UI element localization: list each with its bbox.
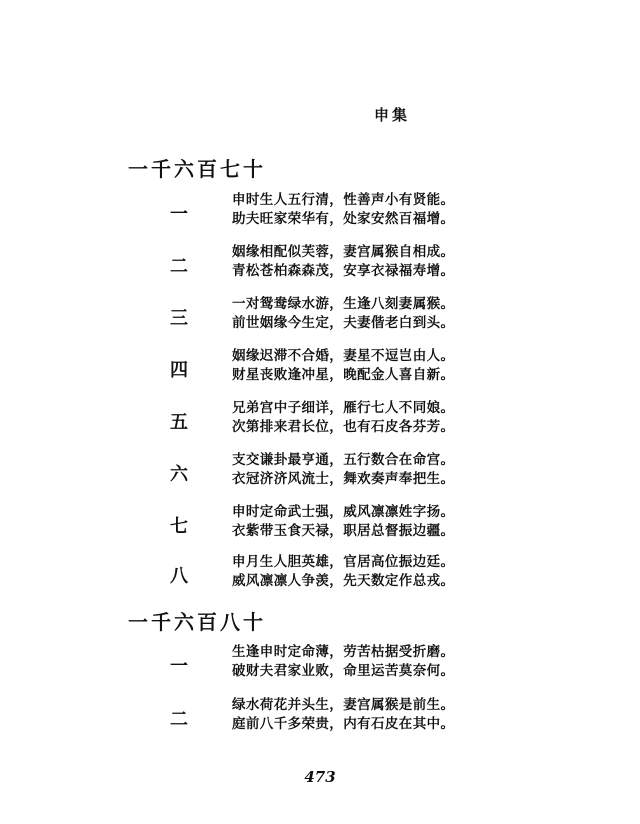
verse-number: 一	[170, 656, 188, 677]
verse-entry	[150, 295, 480, 339]
verse-line: 绿水荷花并头生，妻宫属猴是前生。	[232, 697, 455, 713]
verse-entry	[150, 451, 480, 495]
verse-line: 申时定命武士强，威风凛凛姓字扬。	[232, 504, 455, 520]
verse-line: 破财夫君家业败，命里运苦莫奈何。	[232, 663, 455, 679]
verse-lines	[232, 643, 454, 681]
verse-number: 五	[170, 412, 188, 433]
verse-number: 七	[170, 516, 188, 537]
verse-line: 姻缘相配似芙蓉，妻宫属猴自相成。	[232, 244, 455, 260]
verse-line: 助夫旺家荣华有，处家安然百福增。	[232, 211, 455, 227]
verse-line: 支交谦卦最亨通，五行数合在命宫。	[232, 452, 455, 468]
verse-entry	[150, 553, 480, 597]
verse-number: 四	[170, 360, 188, 381]
verse-line: 一对鸳鸯绿水游，生逢八刻妻属猴。	[232, 296, 455, 312]
verse-number: 二	[170, 709, 188, 730]
verse-number: 三	[170, 308, 188, 329]
verse-entry	[150, 347, 480, 391]
verse-line: 前世姻缘今生定，夫妻偕老白到头。	[232, 315, 455, 331]
verse-entry	[150, 243, 480, 287]
verse-lines	[232, 191, 454, 229]
verse-lines	[232, 553, 454, 591]
verse-entry	[150, 191, 480, 235]
verse-lines	[232, 503, 454, 541]
verse-line: 申时生人五行清，性善声小有贤能。	[232, 192, 455, 208]
verse-line: 衣紫带玉食天禄，职居总督振边疆。	[232, 523, 455, 539]
page-number: 473	[304, 768, 336, 786]
verse-number: 一	[170, 204, 188, 225]
verse-entry	[150, 696, 480, 740]
verse-line: 兄弟宫中子细详，雁行七人不同娘。	[232, 400, 455, 416]
verse-line: 财星丧败逢冲星，晚配金人喜自新。	[232, 367, 455, 383]
verse-lines	[232, 696, 454, 734]
verse-lines	[232, 295, 454, 333]
verse-line: 青松苍柏森森茂，安享衣禄福寿增。	[232, 263, 455, 279]
verse-entry	[150, 503, 480, 547]
verse-lines	[232, 243, 454, 281]
section-title: 一千六百七十	[128, 157, 266, 181]
verse-entry	[150, 643, 480, 687]
verse-line: 次第排来君长位，也有石皮各芬芳。	[232, 419, 455, 435]
chapter-header: 申集	[374, 106, 411, 124]
verse-number: 二	[170, 256, 188, 277]
verse-entry	[150, 399, 480, 443]
verse-line: 申月生人胆英雄，官居高位振边廷。	[232, 554, 455, 570]
verse-lines	[232, 399, 454, 437]
section-title: 一千六百八十	[128, 610, 266, 634]
verse-line: 姻缘迟滞不合婚，妻星不逗岂由人。	[232, 348, 455, 364]
verse-line: 庭前八千多荣贵，内有石皮在其中。	[232, 716, 455, 732]
verse-line: 生逢申时定命薄，劳苦枯据受折磨。	[232, 644, 455, 660]
verse-line: 威风凛凛人争羡，先天数定作总戎。	[232, 573, 455, 589]
verse-number: 六	[170, 464, 188, 485]
verse-line: 衣冠济济风流士，舞欢奏声奉把生。	[232, 471, 455, 487]
verse-number: 八	[170, 566, 188, 587]
verse-lines	[232, 347, 454, 385]
verse-lines	[232, 451, 454, 489]
